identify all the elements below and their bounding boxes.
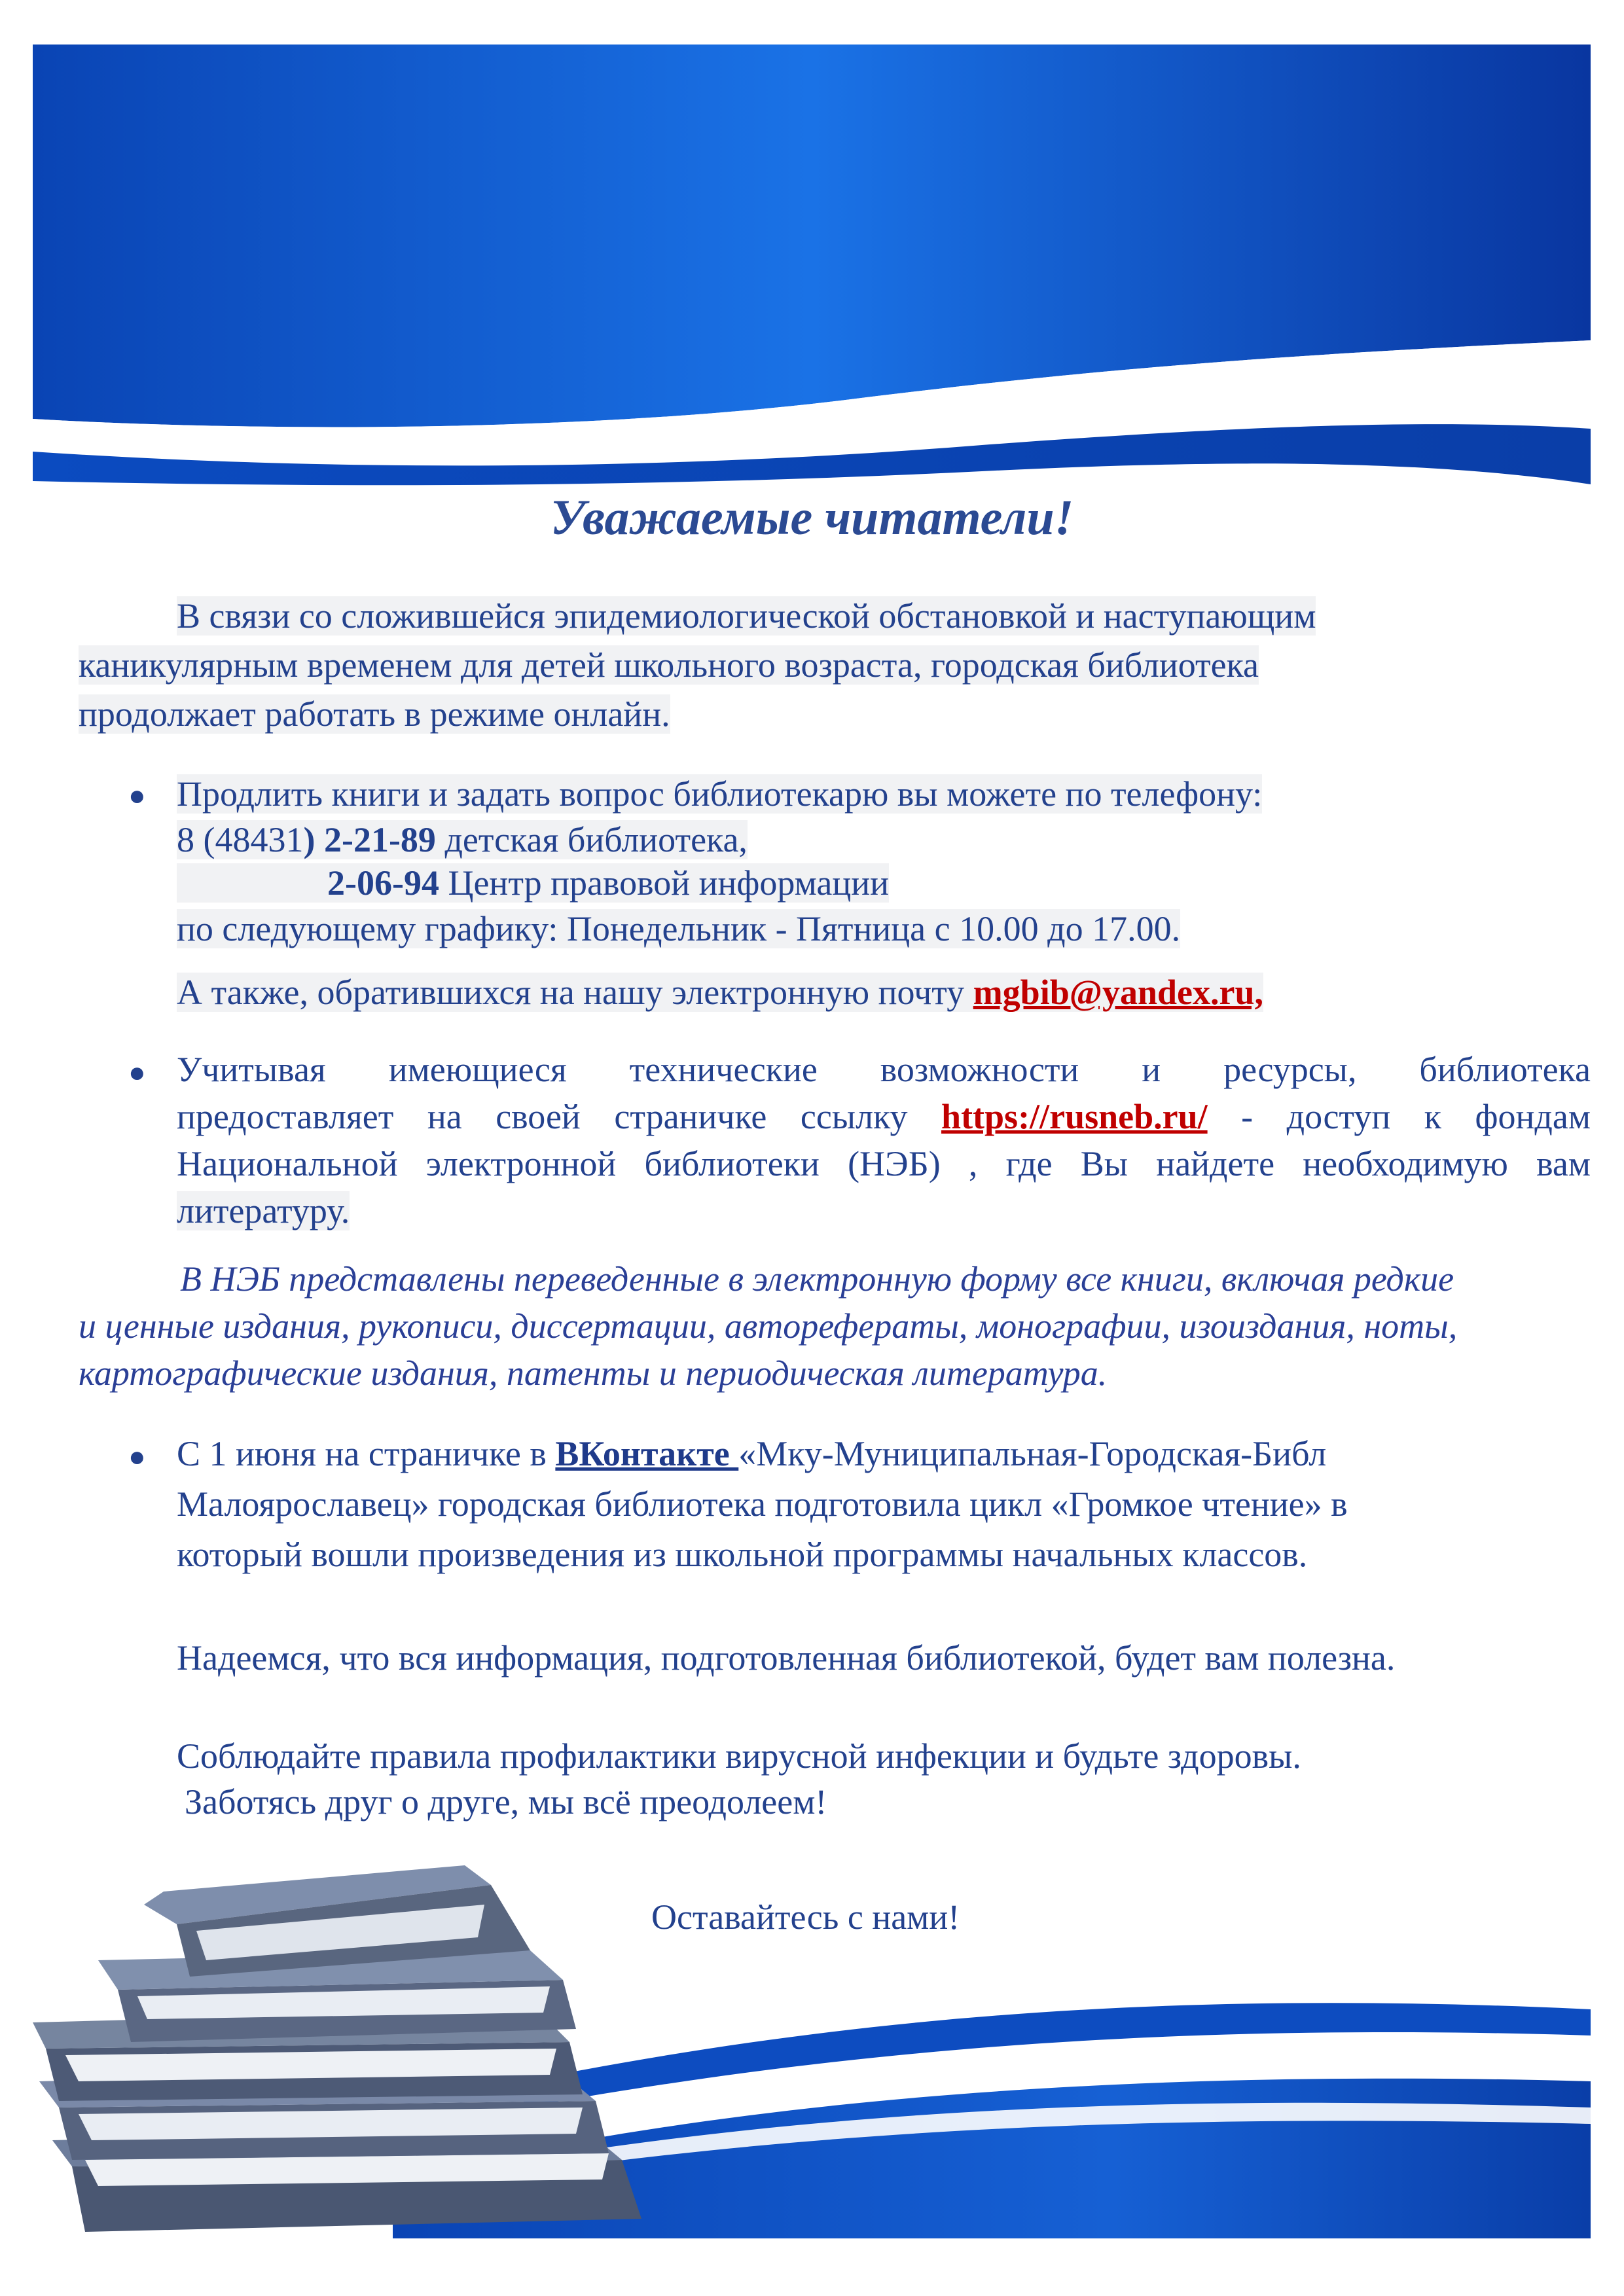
email-line: А также, обратившихся на нашу электронную почту mgbib@yandex.ru,: [177, 973, 1263, 1012]
phones-lead: Продлить книги и задать вопрос библиотекарю вы можете по телефону:: [177, 774, 1263, 814]
intro-line-1: В связи со сложившейся эпидемиологической обстановкой и наступающим: [177, 596, 1316, 636]
neb-line-4: литературу.: [177, 1191, 350, 1230]
books-stack-icon: [33, 1852, 687, 2232]
neb-desc-line-1: В НЭБ представлены переведенные в электронную форму все книги, включая редкие: [180, 1259, 1454, 1299]
rusneb-link[interactable]: https://rusneb.ru/: [941, 1097, 1208, 1136]
vk-line-2: Малоярославец» городская библиотека подготовила цикл «Громкое чтение» в: [177, 1484, 1348, 1524]
neb-line-2: предоставляет на своей страничке ссылку https://rusneb.ru/ - доступ к фондам: [177, 1097, 1591, 1136]
closing-together: Заботясь друг о друге, мы всё преодолеем!: [185, 1782, 827, 1821]
closing-rules: Соблюдайте правила профилактики вирусной инфекции и будьте здоровы.: [177, 1736, 1301, 1776]
intro-line-2: каникулярным временем для детей школьного возраста, городская библиотека: [79, 645, 1259, 685]
neb-line-1: Учитывая имеющиеся технические возможности и ресурсы, библиотека: [177, 1050, 1591, 1089]
phone-line-1: 8 (48431) 2-21-89 детская библиотека,: [177, 820, 748, 859]
bullet-icon: ●: [128, 1441, 146, 1473]
schedule-line: по следующему графику: Понедельник - Пятница с 10.00 до 17.00.: [177, 909, 1181, 948]
neb-desc-line-3: картографические издания, патенты и периодическая литература.: [79, 1354, 1108, 1393]
bullet-icon: ●: [128, 780, 146, 812]
phone-line-2: 2-06-94 Центр правовой информации: [177, 859, 889, 906]
closing-stay: Оставайтесь с нами!: [651, 1897, 960, 1937]
page-title: Уважаемые читатели!: [550, 490, 1074, 545]
neb-desc-line-2: и ценные издания, рукописи, диссертации, авторефераты, монографии, изоиздания, ноты,: [79, 1306, 1458, 1346]
vk-line-3: который вошли произведения из школьной программы начальных классов.: [177, 1535, 1308, 1574]
email-link[interactable]: mgbib@yandex.ru,: [973, 973, 1263, 1012]
closing-hope: Надеемся, что вся информация, подготовленная библиотекой, будет вам полезна.: [177, 1638, 1396, 1677]
vkontakte-link[interactable]: ВКонтакте: [555, 1434, 739, 1473]
neb-line-3: Национальной электронной библиотеки (НЭБ) , где Вы найдете необходимую вам: [177, 1144, 1591, 1183]
bullet-icon: ●: [128, 1056, 146, 1088]
intro-line-3: продолжает работать в режиме онлайн.: [79, 694, 670, 734]
vk-line-1: С 1 июня на страничке в ВКонтакте «Мку-Муниципальная-Городская-Библ: [177, 1434, 1327, 1473]
